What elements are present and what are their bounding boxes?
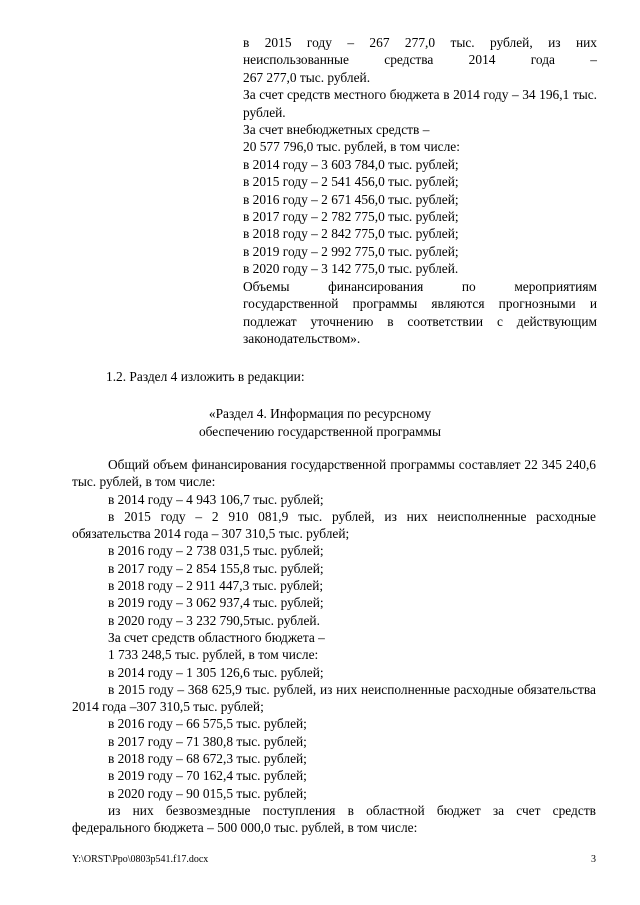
- regional-year-2019: в 2019 году – 70 162,4 тыс. рублей;: [108, 768, 307, 784]
- extra-budget-year: в 2017 году – 2 782 775,0 тыс. рублей;: [243, 209, 459, 225]
- extra-budget-year: в 2014 году – 3 603 784,0 тыс. рублей;: [243, 156, 459, 172]
- extra-budget-year: в 2019 году – 2 992 775,0 тыс. рублей;: [243, 243, 459, 259]
- extra-budget-year: в 2018 году – 2 842 775,0 тыс. рублей;: [243, 226, 459, 242]
- file-path: Y:\ORST\Ppo\0803p541.f17.docx: [72, 854, 209, 865]
- regional-year-2015: в 2015 году – 368 625,9 тыс. рублей, из них неисполненные расходные обязательства 2014 года –307 310,5 тыс. рублей;: [72, 681, 596, 715]
- main-text: [72, 456, 596, 837]
- regional-year-2016: в 2016 году – 66 575,5 тыс. рублей;: [108, 716, 307, 732]
- word: финансирования: [328, 278, 424, 294]
- total-year-2014: в 2014 году – 4 943 106,7 тыс. рублей;: [108, 491, 324, 507]
- total-year-2018: в 2018 году – 2 911 447,3 тыс. рублей;: [108, 578, 324, 594]
- page-number: 3: [591, 854, 596, 865]
- funding-2015-line-2: [243, 51, 597, 68]
- extra-budget-title: За счет внебюджетных средств –: [243, 122, 430, 138]
- word: из: [548, 35, 561, 50]
- word: неиспользованные: [243, 52, 349, 68]
- word: –: [590, 52, 597, 68]
- regional-budget-title: За счет средств областного бюджета –: [108, 629, 325, 645]
- word: мероприятиям: [514, 278, 597, 294]
- extra-budget-total: 20 577 796,0 тыс. рублей, в том числе:: [243, 139, 460, 155]
- word: 2015: [264, 35, 292, 50]
- word: 267: [369, 35, 390, 50]
- section-heading-line-1: «Раздел 4. Информация по ресурсному: [208, 406, 432, 421]
- word: рублей,: [490, 35, 533, 50]
- local-budget-paragraph: За счет средств местного бюджета в 2014 году – 34 196,1 тыс. рублей.: [243, 87, 597, 120]
- regional-year-2020: в 2020 году – 90 015,5 тыс. рублей;: [108, 785, 307, 801]
- regional-year-2018: в 2018 году – 68 672,3 тыс. рублей;: [108, 751, 307, 767]
- word: в: [243, 35, 250, 50]
- page-footer: [72, 854, 596, 865]
- regional-year-2014: в 2014 году – 1 305 126,6 тыс. рублей;: [108, 664, 324, 680]
- word: по: [461, 278, 476, 294]
- funding-2015-line-1: [243, 34, 597, 51]
- total-year-2015: в 2015 году – 2 910 081,9 тыс. рублей, из них неисполненные расходные обязательства 2014 года – 307 310,5 тыс. рублей;: [72, 508, 596, 542]
- federal-funding-paragraph: из них безвозмездные поступления в областной бюджет за счет средств федерального бюджета – 500 000,0 тыс. рублей, в том числе:: [72, 802, 596, 836]
- total-year-2016: в 2016 году – 2 738 031,5 тыс. рублей;: [108, 543, 324, 559]
- section-instruction: 1.2. Раздел 4 изложить в редакции:: [106, 369, 305, 384]
- total-year-2017: в 2017 году – 2 854 155,8 тыс. рублей;: [108, 560, 324, 576]
- extra-budget-year: в 2015 году – 2 541 456,0 тыс. рублей;: [243, 174, 459, 190]
- word: 2014: [468, 52, 496, 68]
- funding-2015-line-3: 267 277,0 тыс. рублей.: [243, 69, 371, 85]
- word: году: [306, 35, 332, 50]
- word: –: [347, 35, 355, 50]
- total-funding-paragraph: Общий объем финансирования государственной программы составляет 22 345 240,6 тыс. рублей, в том числе:: [72, 457, 596, 490]
- total-year-2019: в 2019 году – 3 062 937,4 тыс. рублей;: [108, 595, 324, 611]
- word: средства: [384, 52, 434, 68]
- extra-budget-year: в 2020 году – 3 142 775,0 тыс. рублей.: [243, 261, 459, 277]
- section-heading: [0, 405, 640, 441]
- word: года: [530, 52, 555, 68]
- total-year-2020: в 2020 году – 3 232 790,5тыс. рублей.: [108, 612, 320, 628]
- word: Объемы: [243, 278, 290, 294]
- volumes-paragraph-rest: государственной программы являются прогнозными и подлежат уточнению в соответствии с действующим законодательством».: [243, 296, 597, 346]
- regional-year-2017: в 2017 году – 71 380,8 тыс. рублей;: [108, 733, 307, 749]
- regional-budget-total: 1 733 248,5 тыс. рублей, в том числе:: [108, 647, 319, 663]
- extra-budget-year: в 2016 году – 2 671 456,0 тыс. рублей;: [243, 191, 459, 207]
- volumes-line-1: [243, 278, 597, 295]
- word: тыс.: [450, 35, 475, 50]
- word: них: [575, 35, 597, 50]
- section-heading-line-2: обеспечению государственной программы: [198, 424, 442, 439]
- word: 277,0: [404, 35, 436, 50]
- top-text-column: [243, 34, 597, 347]
